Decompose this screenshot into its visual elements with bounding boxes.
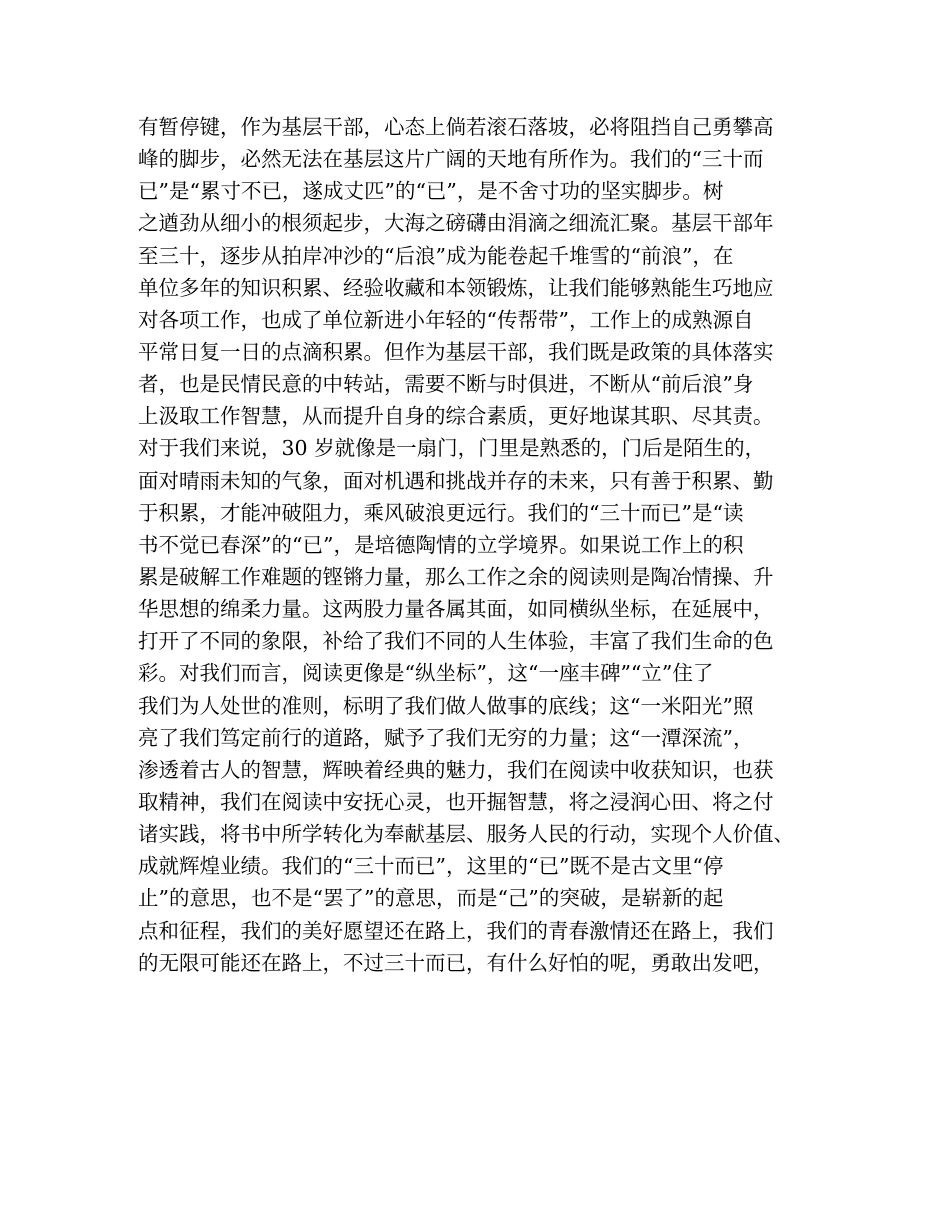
text-line: 对各项工作，也成了单位新进小年轻的“传帮带”，工作上的成熟源自 [138,307,754,332]
text-line: 累是破解工作难题的铿锵力量，那么工作之余的阅读则是陶冶情操、升 [138,564,774,589]
text-line: 者，也是民情民意的中转站，需要不断与时俱进，不断从“前后浪”身 [138,372,754,397]
text-line: 之遒劲从细小的根须起步，大海之磅礴由涓滴之细流汇聚。基层干部年 [138,211,774,236]
text-line: 打开了不同的象限，补给了我们不同的人生体验，丰富了我们生命的色 [138,629,774,654]
text-line: 峰的脚步，必然无法在基层这片广阔的天地有所作为。我们的“三十而 [138,147,764,172]
text-line: 华思想的绵柔力量。这两股力量各属其面，如同横纵坐标，在延展中， [138,597,774,622]
text-line: 点和征程，我们的美好愿望还在路上，我们的青春激情还在路上，我们 [138,918,774,943]
text-line: 至三十，逐步从拍岸冲沙的“后浪”成为能卷起千堆雪的“前浪”，在 [138,243,734,268]
text-line: 对于我们来说，30 岁就像是一扇门，门里是熟悉的，门后是陌生的， [138,436,766,461]
text-line: 亮了我们笃定前行的道路，赋予了我们无穷的力量；这“一潭深流”， [138,725,754,750]
text-line: 取精神，我们在阅读中安抚心灵，也开掘智慧，将之浸润心田、将之付 [138,789,774,814]
text-line: 有暂停键，作为基层干部，心态上倘若滚石落坡，必将阻挡自己勇攀高 [138,115,774,139]
text-line: 书不觉已春深”的“已”，是培德陶情的立学境界。如果说工作上的积 [138,532,744,557]
text-line: 诸实践，将书中所学转化为奉献基层、服务人民的行动，实现个人价值、 [138,822,794,847]
text-line: 上汲取工作智慧，从而提升自身的综合素质，更好地谋其职、尽其责。 [138,404,774,429]
text-line: 面对晴雨未知的气象，面对机遇和挑战并存的未来，只有善于积累、勤 [138,468,774,493]
text-line: 已”是“累寸不已，遂成丈匹”的“已”，是不舍寸功的坚实脚步。树 [138,179,724,204]
text-line: 我们为人处世的准则，标明了我们做人做事的底线；这“一米阳光”照 [138,693,754,718]
text-line: 渗透着古人的智慧，辉映着经典的魅力，我们在阅读中收获知识，也获 [138,757,774,782]
text-line: 的无限可能还在路上，不过三十而已，有什么好怕的呢，勇敢出发吧， [138,950,774,975]
text-line: 成就辉煌业绩。我们的“三十而已”，这里的“已”既不是古文里“停 [138,854,724,879]
text-line: 于积累，才能冲破阻力，乘风破浪更远行。我们的“三十而已”是“读 [138,500,744,525]
text-line: 平常日复一日的点滴积累。但作为基层干部，我们既是政策的具体落实 [138,339,774,364]
body-text [138,111,828,979]
text-line: 彩。对我们而言，阅读更像是“纵坐标”，这“一座丰碑”“立”住了 [138,661,714,686]
text-line: 止”的意思，也不是“罢了”的意思，而是“己”的突破，是崭新的起 [138,886,724,911]
text-line: 单位多年的知识积累、经验收藏和本领锻炼，让我们能够熟能生巧地应 [138,275,774,300]
